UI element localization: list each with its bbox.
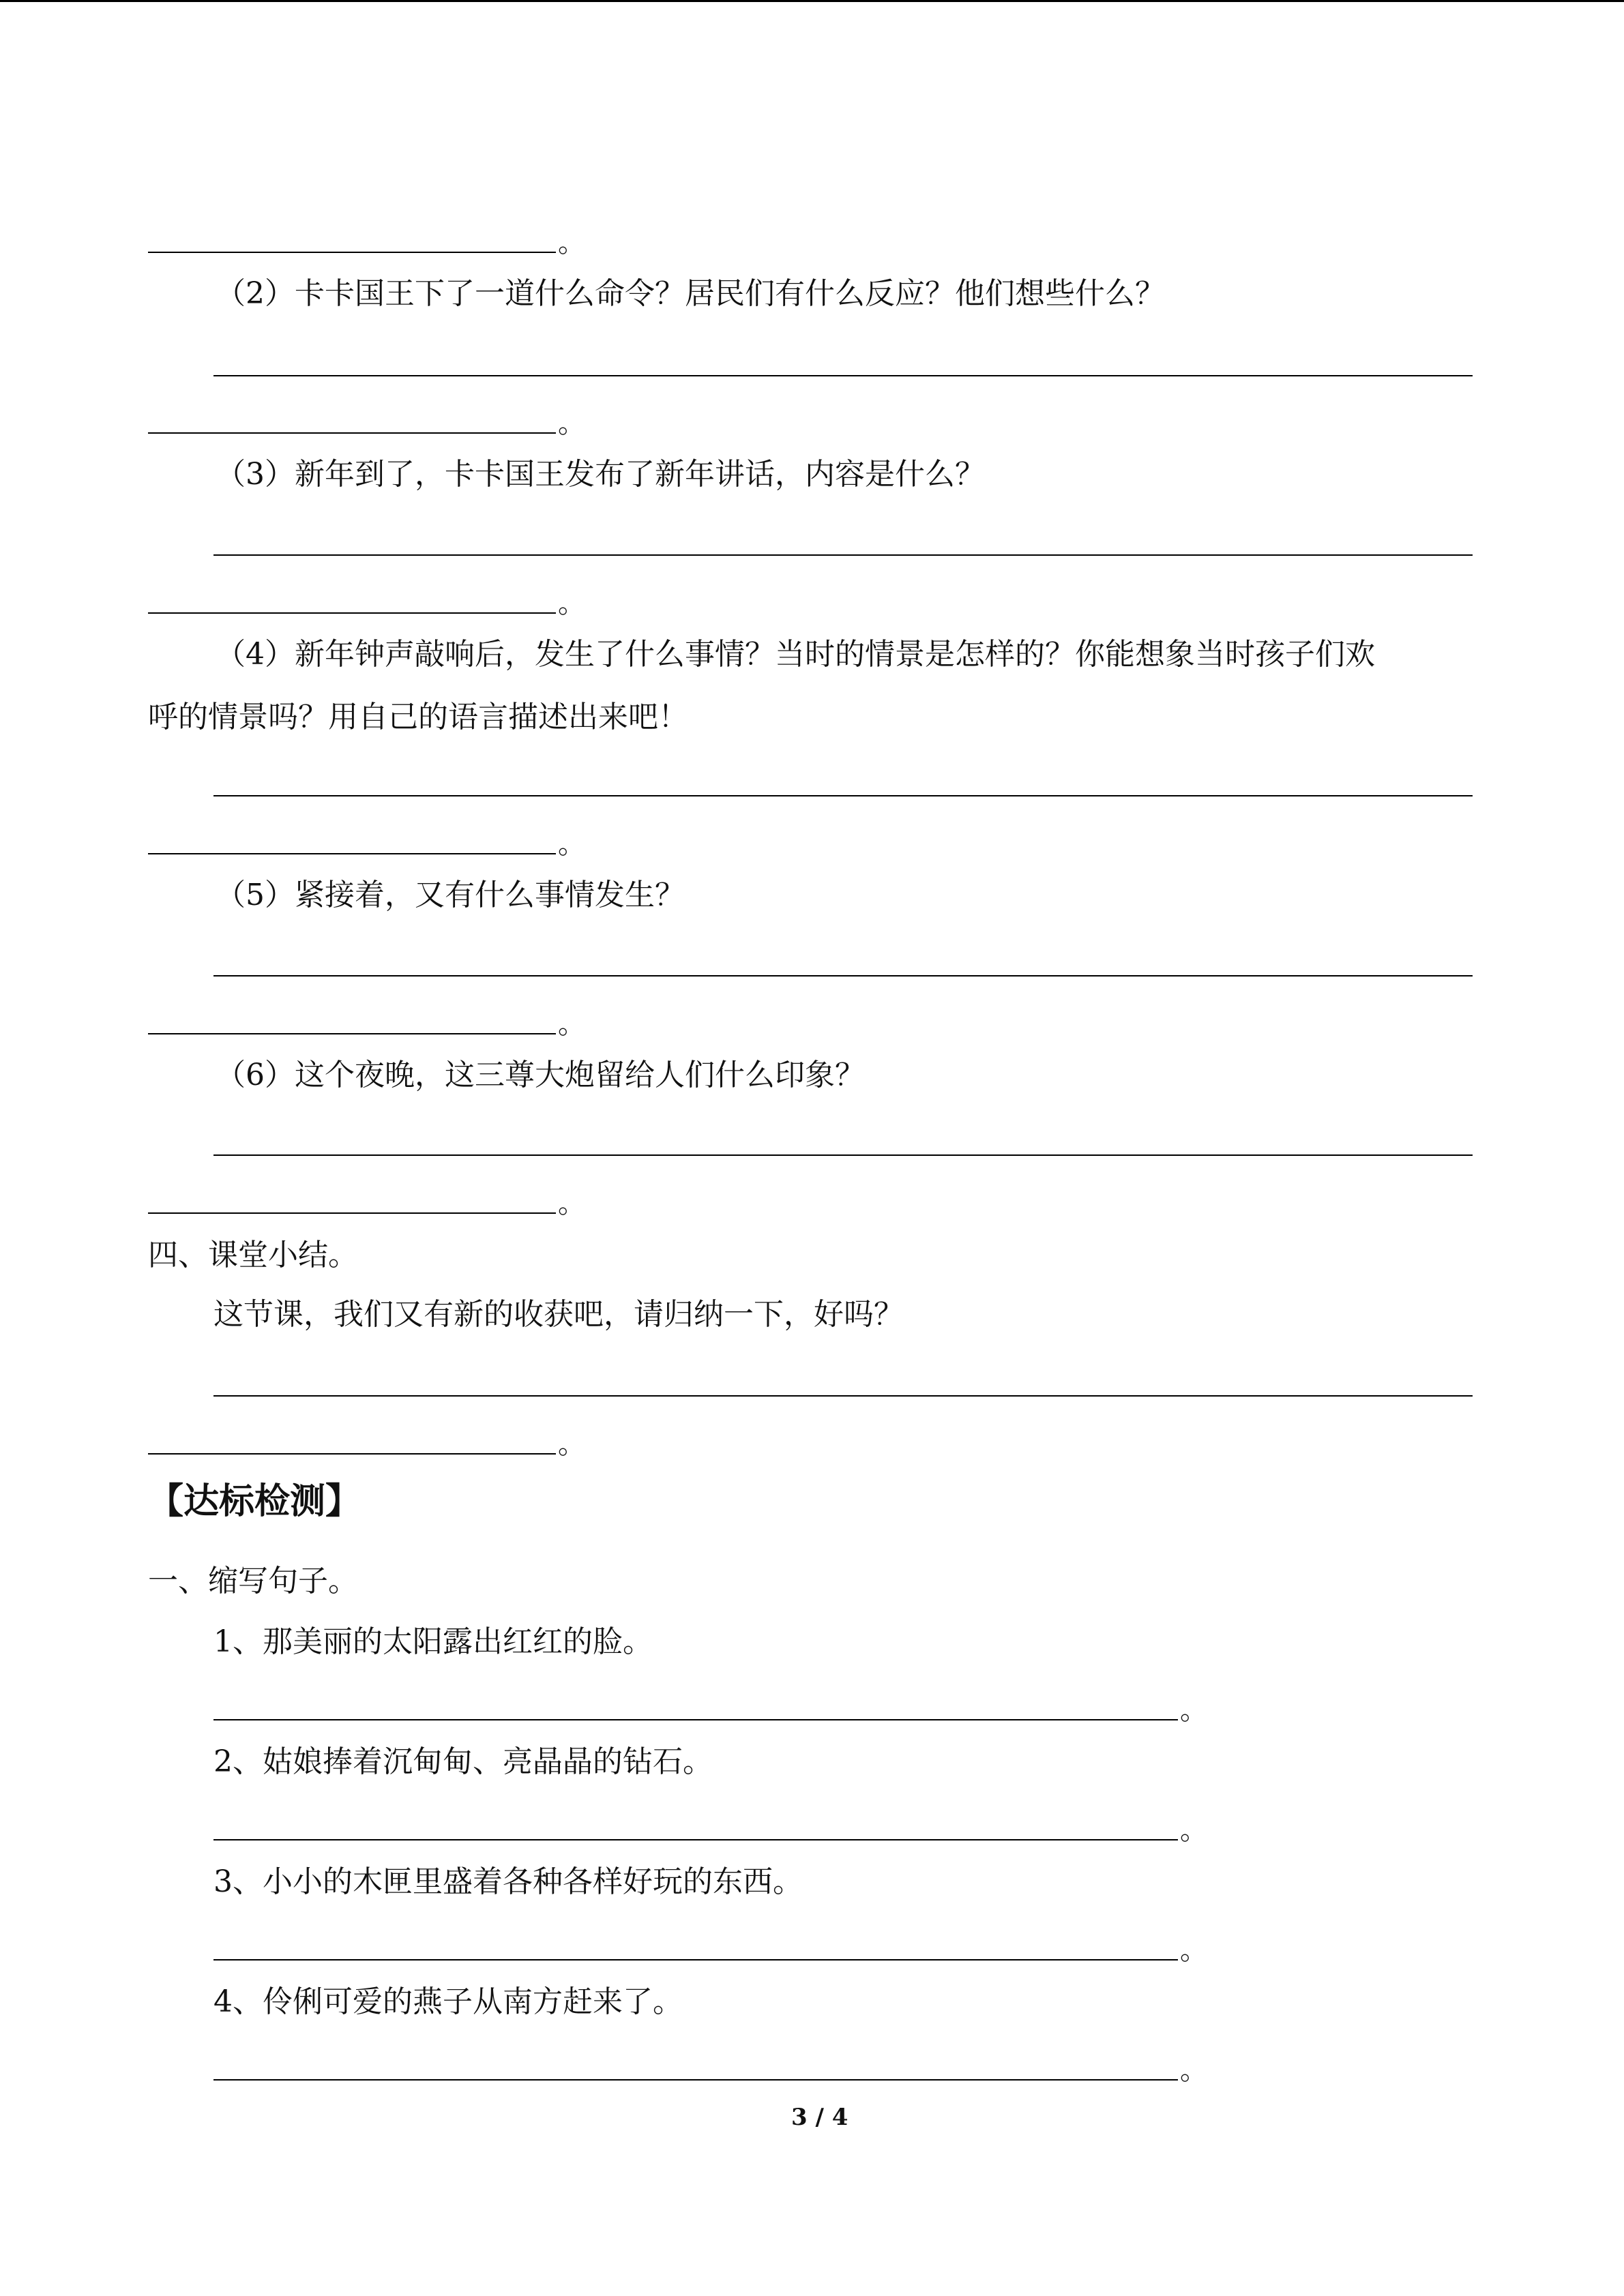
answer-line[interactable] <box>213 554 1473 556</box>
period-mark: 。 <box>558 227 585 258</box>
test-part-1-title: 一、缩写句子。 <box>148 1564 358 1598</box>
answer-line[interactable] <box>148 1212 556 1214</box>
answer-line[interactable] <box>213 1959 1178 1960</box>
period-mark: 。 <box>1180 2055 1207 2086</box>
period-mark: 。 <box>558 829 585 860</box>
test-item-4: 4、伶俐可爱的燕子从南方赶来了。 <box>213 1984 683 2019</box>
period-mark: 。 <box>1180 1935 1207 1966</box>
period-mark: 。 <box>558 408 585 439</box>
answer-line[interactable] <box>213 795 1473 796</box>
test-item-1: 1、那美丽的太阳露出红红的脸。 <box>213 1624 653 1659</box>
test-section-heading: 【达标检测】 <box>148 1480 361 1522</box>
answer-line[interactable] <box>213 1719 1178 1720</box>
answer-line[interactable] <box>148 853 556 854</box>
period-mark: 。 <box>558 1009 585 1040</box>
question-2: （2）卡卡国王下了一道什么命令？居民们有什么反应？他们想些什么？ <box>216 276 1165 311</box>
answer-line[interactable] <box>213 1154 1473 1156</box>
period-mark: 。 <box>558 1429 585 1460</box>
period-mark: 。 <box>1180 1815 1207 1846</box>
answer-line[interactable] <box>213 375 1473 376</box>
answer-line[interactable] <box>148 252 556 253</box>
question-4-line-1: （4）新年钟声敲响后，发生了什么事情？当时的情景是怎样的？你能想象当时孩子们欢 <box>216 637 1375 672</box>
question-4-line-2: 呼的情景吗？用自己的语言描述出来吧！ <box>148 700 688 734</box>
answer-line[interactable] <box>213 975 1473 976</box>
period-mark: 。 <box>1180 1695 1207 1726</box>
answer-line[interactable] <box>148 1033 556 1034</box>
question-6: （6）这个夜晚，这三尊大炮留给人们什么印象？ <box>216 1058 865 1092</box>
answer-line[interactable] <box>213 1839 1178 1840</box>
page-top-border <box>0 0 1624 2</box>
answer-line[interactable] <box>148 1453 556 1455</box>
summary-prompt: 这节课，我们又有新的收获吧，请归纳一下，好吗？ <box>213 1297 904 1332</box>
answer-line[interactable] <box>213 2079 1178 2081</box>
page-number: 3 / 4 <box>791 2104 848 2131</box>
question-5: （5）紧接着，又有什么事情发生？ <box>216 878 685 912</box>
test-item-3: 3、小小的木匣里盛着各种各样好玩的东西。 <box>213 1864 803 1899</box>
answer-line[interactable] <box>148 432 556 434</box>
answer-line[interactable] <box>148 612 556 614</box>
period-mark: 。 <box>558 588 585 619</box>
test-item-2: 2、姑娘捧着沉甸甸、亮晶晶的钻石。 <box>213 1744 713 1779</box>
question-3: （3）新年到了，卡卡国王发布了新年讲话，内容是什么？ <box>216 457 985 492</box>
answer-line[interactable] <box>213 1395 1473 1397</box>
summary-title: 四、课堂小结。 <box>148 1238 358 1272</box>
period-mark: 。 <box>558 1188 585 1219</box>
